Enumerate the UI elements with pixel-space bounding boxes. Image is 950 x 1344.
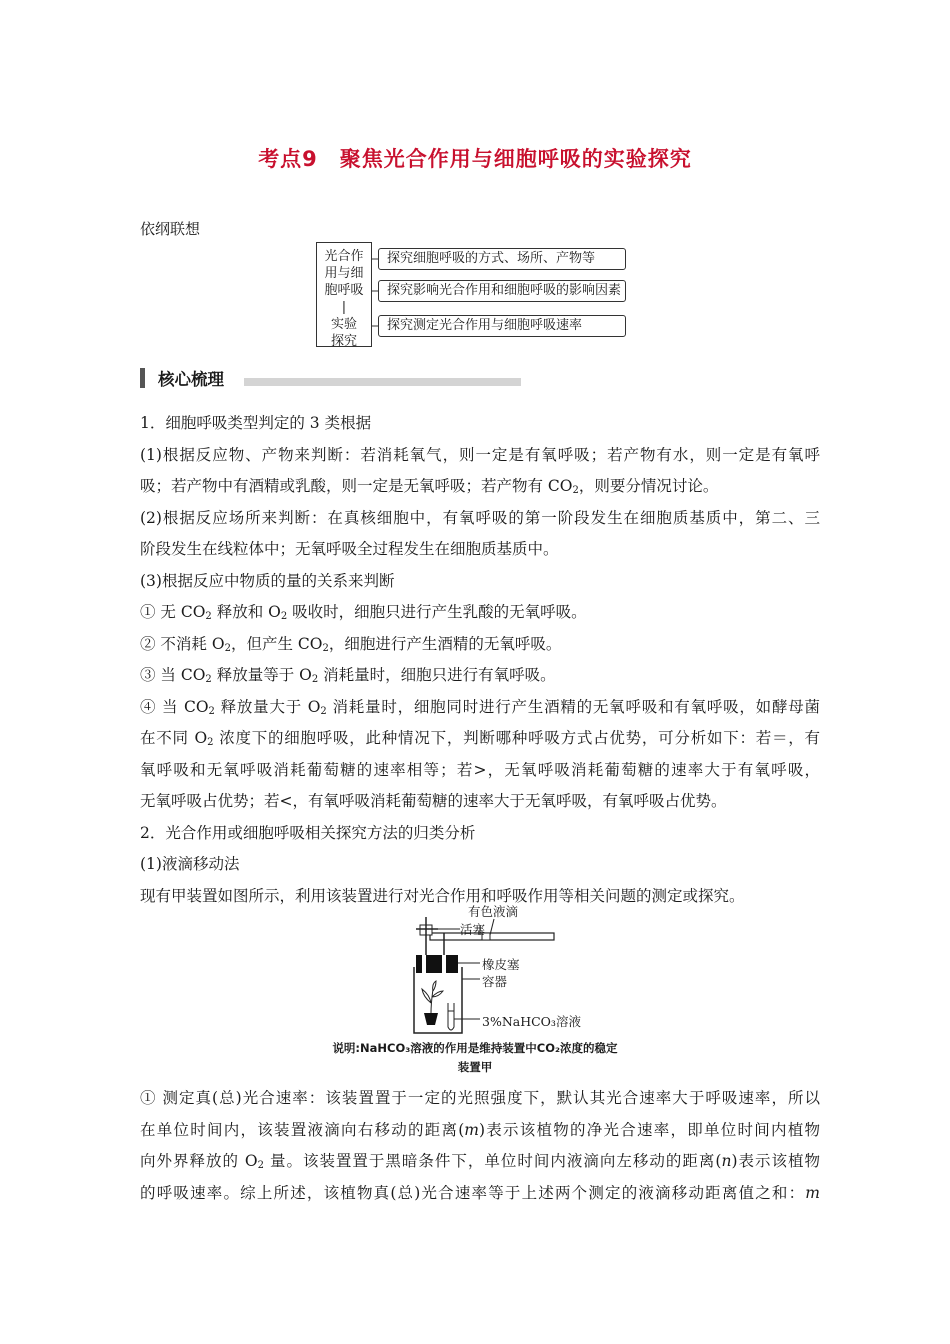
body-text-2	[140, 1083, 820, 1209]
text-line: 现有甲装置如图所示，利用该装置进行对光合作用和呼吸作用等相关问题的测定或探究。	[140, 886, 745, 905]
text-line: 2．光合作用或细胞呼吸相关探究方法的归类分析	[140, 823, 476, 842]
text-line: 1．细胞呼吸类型判定的 3 类根据	[140, 414, 372, 432]
text-line: 无氧呼吸占优势；若<，有氧呼吸消耗葡萄糖的速率大于无氧呼吸，有氧呼吸占优势。	[140, 792, 727, 810]
text-line: (2)根据反应场所来判断：在真核细胞中，有氧呼吸的第一阶段发生在细胞质基质中，第二、三	[140, 508, 820, 527]
text-line: 氧呼吸和无氧呼吸消耗葡萄糖的速率相等；若>，无氧呼吸消耗葡萄糖的速率大于有氧呼吸，	[140, 760, 820, 779]
root-line: 探究	[330, 334, 357, 349]
text-line: ③ 当 $CO_2$ 释放量等于 $O_2$ 消耗量时，细胞只进行有氧呼吸。	[140, 666, 556, 685]
label-container: 容器	[482, 974, 508, 989]
text-line: 吸；若产物中有酒精或乳酸，则一定是无氧呼吸；若产物有 $CO_2$，则要分情况讨论。	[140, 477, 719, 496]
text-line: 的呼吸速率。综上所述，该植物真(总)光合速率等于上述两个测定的液滴移动距离值之和：m	[140, 1183, 820, 1202]
label-valve: 活塞	[460, 922, 486, 937]
body-text-1	[140, 408, 820, 912]
text-line: (1)液滴移动法	[140, 855, 240, 873]
text-line: ② 不消耗 $O_2$，但产生 $CO_2$，细胞进行产生酒精的无氧呼吸。	[140, 634, 562, 654]
text-line: 在不同 $O_2$ 浓度下的细胞呼吸，此种情况下，判断哪种呼吸方式占优势，可分析如下：若＝，有	[140, 729, 820, 748]
root-line: 用与细	[324, 266, 364, 281]
concept-map-item: 探究测定光合作用与细胞呼吸速率	[378, 315, 626, 337]
root-line: |	[341, 300, 347, 315]
text-line: (3)根据反应中物质的量的关系来判断	[140, 571, 395, 590]
text-line: ④ 当 $CO_2$ 释放量大于 $O_2$ 消耗量时，细胞同时进行产生酒精的无氧呼吸和有氧呼吸，如酵母菌	[140, 697, 820, 717]
label-drop: 有色液滴	[468, 904, 519, 919]
label-stopper: 橡皮塞	[482, 957, 520, 972]
concept-map-item: 探究细胞呼吸的方式、场所、产物等	[378, 248, 626, 270]
root-line: 胞呼吸	[324, 283, 364, 298]
root-line: 实验	[330, 317, 357, 332]
page-title: 考点9 聚焦光合作用与细胞呼吸的实验探究	[258, 147, 692, 171]
root-line: 光合作	[324, 249, 364, 264]
label-solution: 3%NaHCO₃溶液	[482, 1014, 581, 1029]
outline-label: 依纲联想	[140, 220, 201, 238]
heading-rule	[244, 378, 521, 386]
heading-marker	[140, 368, 145, 388]
figure-name: 装置甲	[457, 1060, 493, 1074]
text-line: ① 无 $CO_2$ 释放和 $O_2$ 吸收时，细胞只进行产生乳酸的无氧呼吸。	[140, 603, 587, 622]
text-line: 向外界释放的 $O_2$ 量。该装置置于黑暗条件下，单位时间内液滴向左移动的距离(n)表示该植物	[140, 1152, 820, 1171]
concept-map-root	[316, 242, 372, 347]
text-line: 在单位时间内，该装置液滴向右移动的距离(m)表示该植物的净光合速率，即单位时间内植物	[140, 1120, 820, 1139]
figure-note: 说明:NaHCO₃溶液的作用是维持装置中CO₂浓度的稳定	[332, 1041, 618, 1055]
text-line: ① 测定真(总)光合速率：该装置置于一定的光照强度下，默认其光合速率大于呼吸速率，所以	[140, 1089, 820, 1107]
concept-map-item: 探究影响光合作用和细胞呼吸的影响因素	[378, 280, 626, 302]
text-line: (1)根据反应物、产物来判断：若消耗氧气，则一定是有氧呼吸；若产物有水，则一定是有氧呼	[140, 445, 820, 464]
text-line: 阶段发生在线粒体中；无氧呼吸全过程发生在细胞质基质中。	[140, 540, 559, 558]
